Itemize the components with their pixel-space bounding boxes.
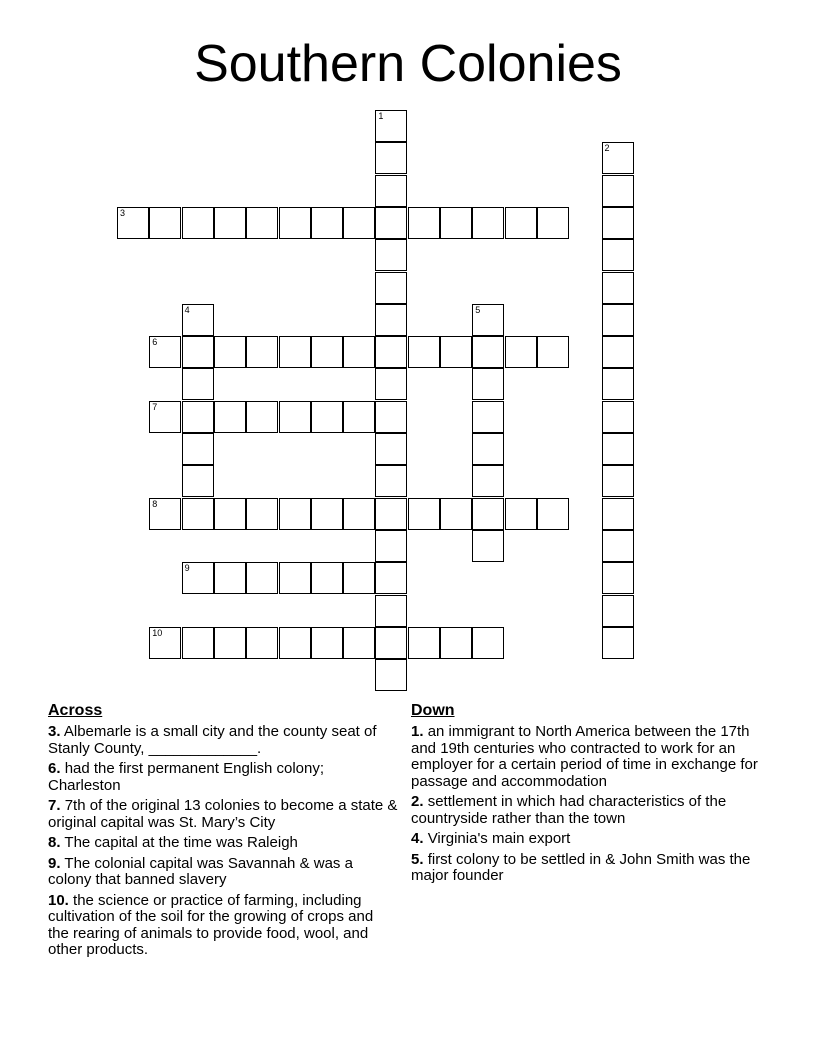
cell-number: 7: [152, 401, 158, 412]
grid-cell[interactable]: [311, 498, 343, 530]
clue-down-2: [411, 794, 771, 827]
clue-number: 8.: [48, 834, 61, 851]
clue-number: 4.: [411, 830, 424, 847]
grid-cell[interactable]: [214, 498, 246, 530]
grid-cell[interactable]: [602, 304, 634, 336]
grid-cell[interactable]: [602, 595, 634, 627]
grid-cell[interactable]: [375, 498, 407, 530]
clue-number: 5.: [411, 850, 424, 868]
grid-cell[interactable]: [311, 627, 343, 659]
across-heading: Across: [48, 702, 103, 719]
grid-cell[interactable]: [343, 562, 375, 594]
puzzle-title: Southern Colonies: [194, 35, 622, 93]
clue-across-8: [48, 835, 398, 852]
grid-cell[interactable]: [279, 207, 311, 239]
clue-text: first colony to be settled in & John Smith was the major founder: [411, 850, 751, 884]
clue-down-5: [411, 852, 771, 885]
grid-cell[interactable]: [537, 336, 569, 368]
grid-cell[interactable]: [602, 175, 634, 207]
grid-cell[interactable]: [246, 207, 278, 239]
grid-cell[interactable]: [311, 207, 343, 239]
grid-cell[interactable]: [375, 304, 407, 336]
grid-cell[interactable]: [375, 659, 407, 691]
cell-number: 9: [184, 563, 190, 574]
clue-across-9: [48, 856, 398, 889]
grid-cell[interactable]: [602, 207, 634, 239]
grid-cell[interactable]: [375, 142, 407, 174]
grid-cell[interactable]: [149, 498, 181, 530]
grid-cell[interactable]: [214, 401, 246, 433]
cell-number: 6: [152, 337, 158, 348]
clue-down-4: [411, 831, 771, 848]
grid-cell[interactable]: [472, 465, 504, 497]
clue-across-10: [48, 893, 398, 959]
grid-cell[interactable]: [182, 368, 214, 400]
clue-number: 7.: [48, 797, 61, 814]
grid-cell[interactable]: [343, 627, 375, 659]
grid-cell[interactable]: [246, 627, 278, 659]
grid-cell[interactable]: [246, 498, 278, 530]
grid-cell[interactable]: [214, 207, 246, 239]
grid-cell[interactable]: [375, 627, 407, 659]
cell-number: 1: [378, 111, 384, 121]
grid-cell[interactable]: [311, 336, 343, 368]
grid-cell[interactable]: [279, 627, 311, 659]
grid-cell[interactable]: [149, 207, 181, 239]
grid-cell[interactable]: [375, 239, 407, 271]
grid-cell[interactable]: [472, 433, 504, 465]
grid-cell[interactable]: [375, 530, 407, 562]
grid-cell[interactable]: [343, 401, 375, 433]
grid-cell[interactable]: [246, 336, 278, 368]
grid-cell[interactable]: [343, 336, 375, 368]
grid-cell[interactable]: [472, 368, 504, 400]
grid-cell[interactable]: [472, 401, 504, 433]
grid-cell[interactable]: [182, 304, 214, 336]
grid-cell[interactable]: [182, 433, 214, 465]
grid-cell[interactable]: [182, 627, 214, 659]
grid-cell[interactable]: [375, 272, 407, 304]
grid-cell[interactable]: [279, 336, 311, 368]
down-heading: Down: [411, 702, 455, 719]
clue-text: 7th of the original 13 colonies to become a state & original capital was St. Mary’s City: [48, 797, 398, 831]
grid-cell[interactable]: [182, 401, 214, 433]
grid-cell[interactable]: [602, 530, 634, 562]
grid-cell[interactable]: [472, 336, 504, 368]
grid-cell[interactable]: [149, 627, 181, 659]
cell-number: 10: [152, 627, 163, 638]
grid-cell[interactable]: [214, 627, 246, 659]
grid-cell[interactable]: [505, 498, 537, 530]
clue-across-7: [48, 798, 398, 831]
grid-cell[interactable]: [375, 110, 407, 142]
clue-text: an immigrant to North America between the 17th and 19th centuries who contracted to work for an employer for a certain period of time in exchange for passage and accommodation: [411, 723, 758, 790]
grid-cell[interactable]: [214, 336, 246, 368]
grid-cell[interactable]: [343, 207, 375, 239]
cell-number: 5: [475, 304, 481, 315]
grid-cell[interactable]: [440, 207, 472, 239]
clue-text: The capital at the time was Raleigh: [64, 834, 298, 851]
clue-across-3: [48, 724, 398, 757]
clue-text: settlement in which had characteristics of the countryside rather than the town: [411, 793, 727, 827]
cell-number: 3: [120, 207, 126, 218]
clue-number: 1.: [411, 723, 424, 740]
clue-text: had the first permanent English colony; Charleston: [48, 760, 325, 794]
grid-cell[interactable]: [182, 562, 214, 594]
clue-number: 2.: [411, 793, 424, 810]
clue-number: 6.: [48, 760, 61, 777]
grid-cell[interactable]: [440, 498, 472, 530]
grid-cell[interactable]: [408, 336, 440, 368]
clue-text: Virginia's main export: [427, 830, 571, 847]
grid-cell[interactable]: [537, 207, 569, 239]
grid-cell[interactable]: [182, 207, 214, 239]
grid-cell[interactable]: [440, 336, 472, 368]
grid-cell[interactable]: [505, 207, 537, 239]
grid-cell[interactable]: [408, 627, 440, 659]
grid-cell[interactable]: [472, 207, 504, 239]
grid-cell[interactable]: [375, 207, 407, 239]
grid-cell[interactable]: [602, 433, 634, 465]
across-clues: [48, 702, 398, 963]
clue-text: The colonial capital was Savannah & was a colony that banned slavery: [48, 854, 353, 888]
grid-cell[interactable]: [375, 465, 407, 497]
grid-cell[interactable]: [505, 336, 537, 368]
grid-cell[interactable]: [440, 627, 472, 659]
clue-down-1: [411, 724, 771, 790]
grid-cell[interactable]: [472, 304, 504, 336]
clue-text: Albemarle is a small city and the county seat of Stanly County, _____________.: [48, 723, 377, 757]
grid-cell[interactable]: [311, 562, 343, 594]
grid-cell[interactable]: [246, 562, 278, 594]
grid-cell[interactable]: [375, 433, 407, 465]
down-clues: [411, 702, 771, 889]
grid-cell[interactable]: [279, 401, 311, 433]
grid-cell[interactable]: [602, 401, 634, 433]
grid-cell[interactable]: [182, 465, 214, 497]
grid-cell[interactable]: [311, 401, 343, 433]
grid-cell[interactable]: [117, 207, 149, 239]
grid-cell[interactable]: [214, 562, 246, 594]
grid-cell[interactable]: [408, 207, 440, 239]
clue-number: 3.: [48, 723, 61, 740]
grid-cell[interactable]: [472, 530, 504, 562]
grid-cell[interactable]: [149, 336, 181, 368]
grid-cell[interactable]: [602, 465, 634, 497]
clue-across-6: [48, 761, 398, 794]
grid-cell[interactable]: [602, 498, 634, 530]
grid-cell[interactable]: [279, 562, 311, 594]
grid-cell[interactable]: [279, 498, 311, 530]
clue-number: 9.: [48, 854, 61, 872]
cell-number: 8: [152, 498, 158, 509]
grid-cell[interactable]: [182, 498, 214, 530]
clue-number: 10.: [48, 891, 69, 909]
grid-cell[interactable]: [375, 401, 407, 433]
grid-cell[interactable]: [343, 498, 375, 530]
grid-cell[interactable]: [537, 498, 569, 530]
grid-cell[interactable]: [602, 239, 634, 271]
clue-text: the science or practice of farming, including cultivation of the soil for the growing of crops and the rearing of animals to provide food, wool, and other products.: [48, 891, 374, 958]
grid-cell[interactable]: [602, 562, 634, 594]
grid-cell[interactable]: [375, 368, 407, 400]
grid-cell[interactable]: [375, 595, 407, 627]
grid-cell[interactable]: [602, 336, 634, 368]
grid-cell[interactable]: [149, 401, 181, 433]
grid-cell[interactable]: [602, 368, 634, 400]
grid-cell[interactable]: [602, 272, 634, 304]
grid-cell[interactable]: [472, 498, 504, 530]
grid-cell[interactable]: [375, 336, 407, 368]
grid-cell[interactable]: [375, 175, 407, 207]
grid-cell[interactable]: [408, 498, 440, 530]
grid-cell[interactable]: [602, 142, 634, 174]
grid-cell[interactable]: [246, 401, 278, 433]
grid-cell[interactable]: [375, 562, 407, 594]
cell-number: 2: [604, 143, 610, 154]
cell-number: 4: [184, 304, 190, 315]
grid-cell[interactable]: [602, 627, 634, 659]
grid-cell[interactable]: [182, 336, 214, 368]
grid-cell[interactable]: [472, 627, 504, 659]
